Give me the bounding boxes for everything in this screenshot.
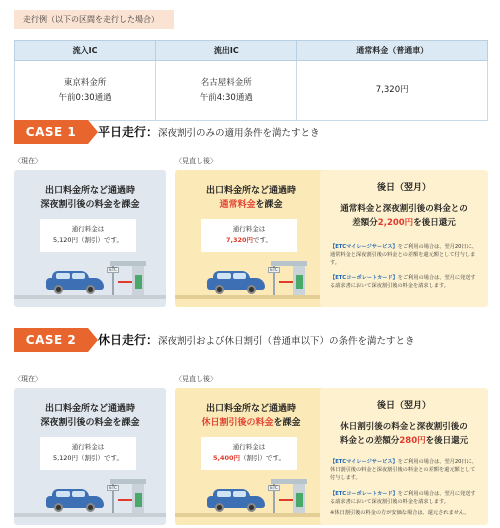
case2-revised-heading xyxy=(175,402,327,430)
toll-gate-icon xyxy=(106,261,148,295)
toll-scene xyxy=(14,253,166,307)
case2-refund-panel xyxy=(320,388,488,525)
case1-current-head-l1: 出口料金所など通過時 xyxy=(44,186,135,196)
etc-sign: ETC xyxy=(107,267,119,273)
case1-current-fee-value: 5,120円（割引）です。 xyxy=(52,236,124,244)
case2-current-panel xyxy=(14,388,166,525)
col-exit-ic: 流出IC xyxy=(156,41,297,61)
case2-refund-amount: 280円 xyxy=(399,436,426,446)
case2-revised-head-red: 休日割引後の料金 xyxy=(201,418,274,428)
case1-revised-head-tail: を課金 xyxy=(255,200,283,210)
case2-revised-fee-label: 通行料金は xyxy=(232,443,266,451)
toll-scene xyxy=(14,471,166,525)
toll-gate-icon xyxy=(267,261,309,295)
case2-current-head-l1: 出口料金所など通過時 xyxy=(44,404,135,414)
case2-revised-fee-tail: （割引）です。 xyxy=(240,454,286,462)
route-table xyxy=(14,40,488,121)
toll-gate-icon xyxy=(106,479,148,513)
case1-revised-fee-label: 通行料金は xyxy=(232,225,266,233)
car-icon xyxy=(46,490,104,512)
case2-current-label: 〈現在〉 xyxy=(14,375,42,383)
etc-sign: ETC xyxy=(268,267,280,273)
etc-sign: ETC xyxy=(268,485,280,491)
case2-refund-title: 後日（翌月） xyxy=(376,401,431,411)
car-icon xyxy=(207,490,265,512)
case1-revised-head-l1: 出口料金所など通過時 xyxy=(205,186,296,196)
case2-note-exception: ※休日割引後の料金の方が安価な場合は、還元されません。 xyxy=(330,510,470,516)
case1-badge: CASE 1 xyxy=(14,120,88,144)
case1-revised-panel xyxy=(175,170,327,307)
case1-title-text: 深夜割引のみの適用条件を満たすとき xyxy=(158,128,320,139)
etc-sign: ETC xyxy=(107,485,119,491)
fare-cell: 7,320円 xyxy=(297,61,488,121)
case1-refund-l2: 差額分2,200円を後日還元 xyxy=(352,218,456,228)
case2-refund-main xyxy=(328,420,480,448)
case2-note-mileage: 【ETCマイレージサービス】をご利用の場合は、翌月20日に、休日割引後の料金と深夜割引後の料金との差額を還元額として付与します。 xyxy=(330,459,477,481)
case1-revised-fee-box xyxy=(201,219,297,252)
entry-cell xyxy=(15,61,156,121)
case2-note-corporate: 【ETCコーポレートカード】をご利用の場合は、翌月に発送する請求書において深夜割引後の料金を請求します。 xyxy=(330,491,476,505)
case1-revised-fee-value: 7,320円 xyxy=(225,236,254,244)
case2-badge: CASE 2 xyxy=(14,328,88,352)
case1-current-head-l2: 深夜割引後の料金を課金 xyxy=(40,200,140,210)
case1-title xyxy=(98,123,320,143)
case2-revised-fee-value: 5,400円 xyxy=(212,454,241,462)
case2-title-bold: 休日走行： xyxy=(98,333,159,347)
case2-current-fee-value: 5,120円（割引）です。 xyxy=(52,454,124,462)
entry-time: 午前0:30通過 xyxy=(58,92,112,103)
case1-revised-fee-line xyxy=(201,235,297,246)
case1-refund-l1: 通常料金と深夜割引後の料金との xyxy=(340,204,468,214)
case2-title-text: 深夜割引および休日割引（普通車以下）の条件を満たすとき xyxy=(158,336,415,347)
case2-current-head-l2: 深夜割引後の料金を課金 xyxy=(40,418,140,428)
toll-gate-icon xyxy=(267,479,309,513)
entry-toll: 東京料金所 xyxy=(63,77,107,88)
car-icon xyxy=(46,272,104,294)
case2-title xyxy=(98,331,415,351)
case2-refund-l2: 料金との差額分280円を後日還元 xyxy=(339,436,469,446)
exit-cell xyxy=(156,61,297,121)
case1-current-fee-box xyxy=(40,219,136,252)
case1-refund-panel xyxy=(320,170,488,307)
case2-current-fee-label: 通行料金は xyxy=(71,443,105,451)
case2-revised-label: 〈見直し後〉 xyxy=(175,375,217,383)
case1-current-heading xyxy=(14,184,166,212)
case1-revised-fee-tail: です。 xyxy=(253,236,273,244)
case2-refund-l1: 休日割引後の料金と深夜割引後の xyxy=(340,422,468,432)
case2-current-heading xyxy=(14,402,166,430)
toll-scene xyxy=(175,253,327,307)
exit-time: 午前4:30通過 xyxy=(199,92,253,103)
case1-revised-head-red: 通常料金 xyxy=(219,200,256,210)
case2-revised-panel xyxy=(175,388,327,525)
case2-revised-fee-box xyxy=(201,437,297,470)
case1-current-fee-label: 通行料金は xyxy=(71,225,105,233)
case1-refund-amount: 2,200円 xyxy=(377,218,414,228)
case1-refund-title: 後日（翌月） xyxy=(376,183,431,193)
case2-revised-fee-line xyxy=(201,453,297,464)
case1-current-panel xyxy=(14,170,166,307)
case1-note-mileage: 【ETCマイレージサービス】をご利用の場合は、翌月20日に、通常料金と深夜割引後の料金との差額を還元額として付与します。 xyxy=(330,244,477,266)
case1-title-bold: 平日走行： xyxy=(98,125,159,139)
table-row xyxy=(15,61,488,121)
case2-revised-head-tail: を課金 xyxy=(273,418,301,428)
col-entry-ic: 流入IC xyxy=(15,41,156,61)
case1-current-label: 〈現在〉 xyxy=(14,157,42,165)
example-label: 走行例（以下の区間を走行した場合） xyxy=(14,10,174,29)
car-icon xyxy=(207,272,265,294)
case2-current-fee-box xyxy=(40,437,136,470)
case1-note-corporate: 【ETCコーポレートカード】をご利用の場合は、翌月に発送する請求書において深夜割引後の料金を請求します。 xyxy=(330,275,476,289)
case1-refund-main xyxy=(328,202,480,230)
toll-scene xyxy=(175,471,327,525)
case2-revised-head-l1: 出口料金所など通過時 xyxy=(205,404,296,414)
case1-revised-label: 〈見直し後〉 xyxy=(175,157,217,165)
col-normal-fare: 通常料金（普通車） xyxy=(297,41,488,61)
exit-toll: 名古屋料金所 xyxy=(200,77,252,88)
case1-revised-head-l2 xyxy=(175,198,327,212)
table-header-row xyxy=(15,41,488,61)
case1-revised-heading xyxy=(175,184,327,212)
case2-revised-head-l2 xyxy=(175,416,327,430)
